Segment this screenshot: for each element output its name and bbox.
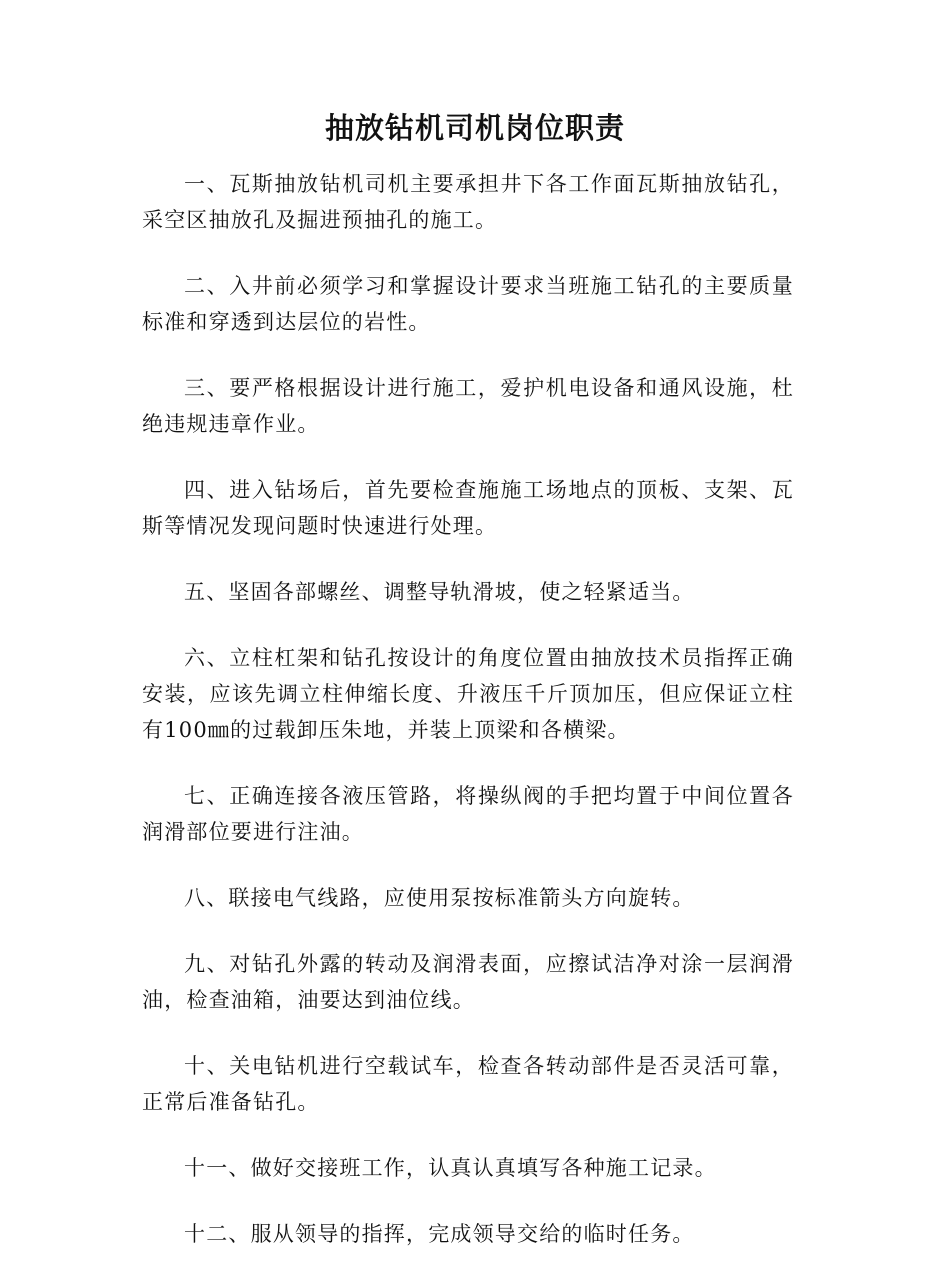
duty-paragraph-5: 五、坚固各部螺丝、调整导轨滑坡，使之轻紧适当。 xyxy=(184,580,695,604)
duty-paragraph-2: 二、入井前必须学习和掌握设计要求当班施工钻孔的主要质量标准和穿透到达层位的岩性。 xyxy=(142,274,794,334)
duty-paragraph-6: 六、立柱杠架和钻孔按设计的角度位置由抽放技术员指挥正确安装，应该先调立柱伸缩长度、升液压千斤顶加压，但应保证立柱有100㎜的过载卸压朱地，并装上顶梁和各横梁。 xyxy=(142,646,794,742)
duty-paragraph-9: 九、对钻孔外露的转动及润滑表面，应擦试洁净对涂一层润滑油，检查油箱，油要达到油位线。 xyxy=(142,952,794,1012)
duty-paragraph-12: 十二、服从领导的指挥，完成领导交给的临时任务。 xyxy=(184,1222,695,1246)
duty-paragraph-7: 七、正确连接各液压管路，将操纵阀的手把均置于中间位置各润滑部位要进行注油。 xyxy=(142,784,794,844)
duty-paragraph-11: 十一、做好交接班工作，认真认真填写各种施工记录。 xyxy=(184,1156,717,1180)
document-title: 抽放钻机司机岗位职责 xyxy=(324,111,625,145)
duty-paragraph-4: 四、进入钻场后，首先要检查施施工场地点的顶板、支架、瓦斯等情况发现问题时快速进行处理。 xyxy=(142,478,794,538)
duty-paragraph-3: 三、要严格根据设计进行施工，爱护机电设备和通风设施，杜绝违规违章作业。 xyxy=(142,376,794,436)
document-body xyxy=(142,166,794,1282)
duty-paragraph-1: 一、瓦斯抽放钻机司机主要承担井下各工作面瓦斯抽放钻孔，采空区抽放孔及掘进预抽孔的施工。 xyxy=(142,172,794,232)
duty-paragraph-10: 十、关电钻机进行空载试车，检查各转动部件是否灵活可靠，正常后准备钻孔。 xyxy=(142,1054,794,1114)
duty-paragraph-8: 八、联接电气线路，应使用泵按标准箭头方向旋转。 xyxy=(184,886,695,910)
